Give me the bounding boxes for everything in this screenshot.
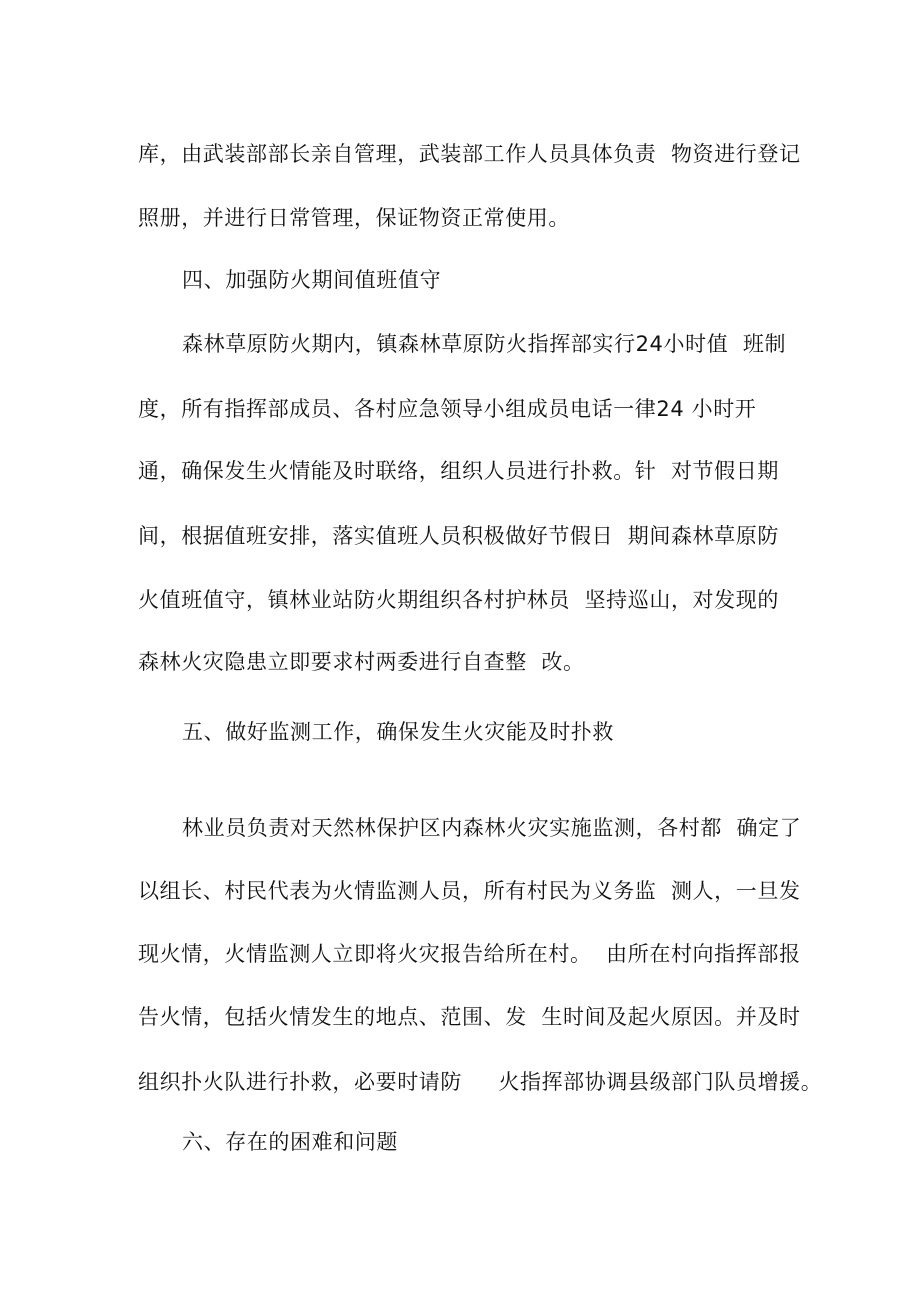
section-heading-5: 五、做好监测工作，确保发生火灾能及时扑救 (182, 720, 614, 744)
paragraph-line: 间，根据值班安排，落实值班人员积极做好节假日 期间森林草原防 (138, 524, 779, 548)
paragraph-line: 森林草原防火期内，镇森林草原防火指挥部实行24小时值 班制 (182, 332, 787, 356)
paragraph-line: 度，所有指挥部成员、各村应急领导小组成员电话一律24 小时开 (138, 397, 757, 421)
paragraph-line: 通，确保发生火情能及时联络，组织人员进行扑救。针 对节假日期 (138, 459, 779, 483)
section-heading-6: 六、存在的困难和问题 (182, 1130, 398, 1154)
paragraph-line: 现火情，火情监测人立即将火灾报告给所在村。 由所在村向指挥部报 (138, 942, 801, 966)
paragraph-line: 森林火灾隐患立即要求村两委进行自查整 改。 (138, 650, 585, 674)
paragraph-line: 组织扑火队进行扑救，必要时请防 火指挥部协调县级部门队员增援。 (138, 1070, 823, 1094)
paragraph-line: 火值班值守，镇林业站防火期组织各村护林员 坚持巡山，对发现的 (138, 588, 779, 612)
paragraph-line: 林业员负责对天然林保护区内森林火灾实施监测，各村都 确定了 (182, 816, 802, 840)
paragraph-line: 库，由武装部部长亲自管理，武装部工作人员具体负责 物资进行登记 (138, 142, 801, 166)
paragraph-line: 照册，并进行日常管理，保证物资正常使用。 (138, 206, 570, 230)
paragraph-line: 以组长、村民代表为火情监测人员，所有村民为义务监 测人，一旦发 (138, 879, 801, 903)
section-heading-4: 四、加强防火期间值班值守 (182, 268, 442, 292)
paragraph-line: 告火情，包括火情发生的地点、范围、发 生时间及起火原因。并及时 (138, 1005, 801, 1029)
